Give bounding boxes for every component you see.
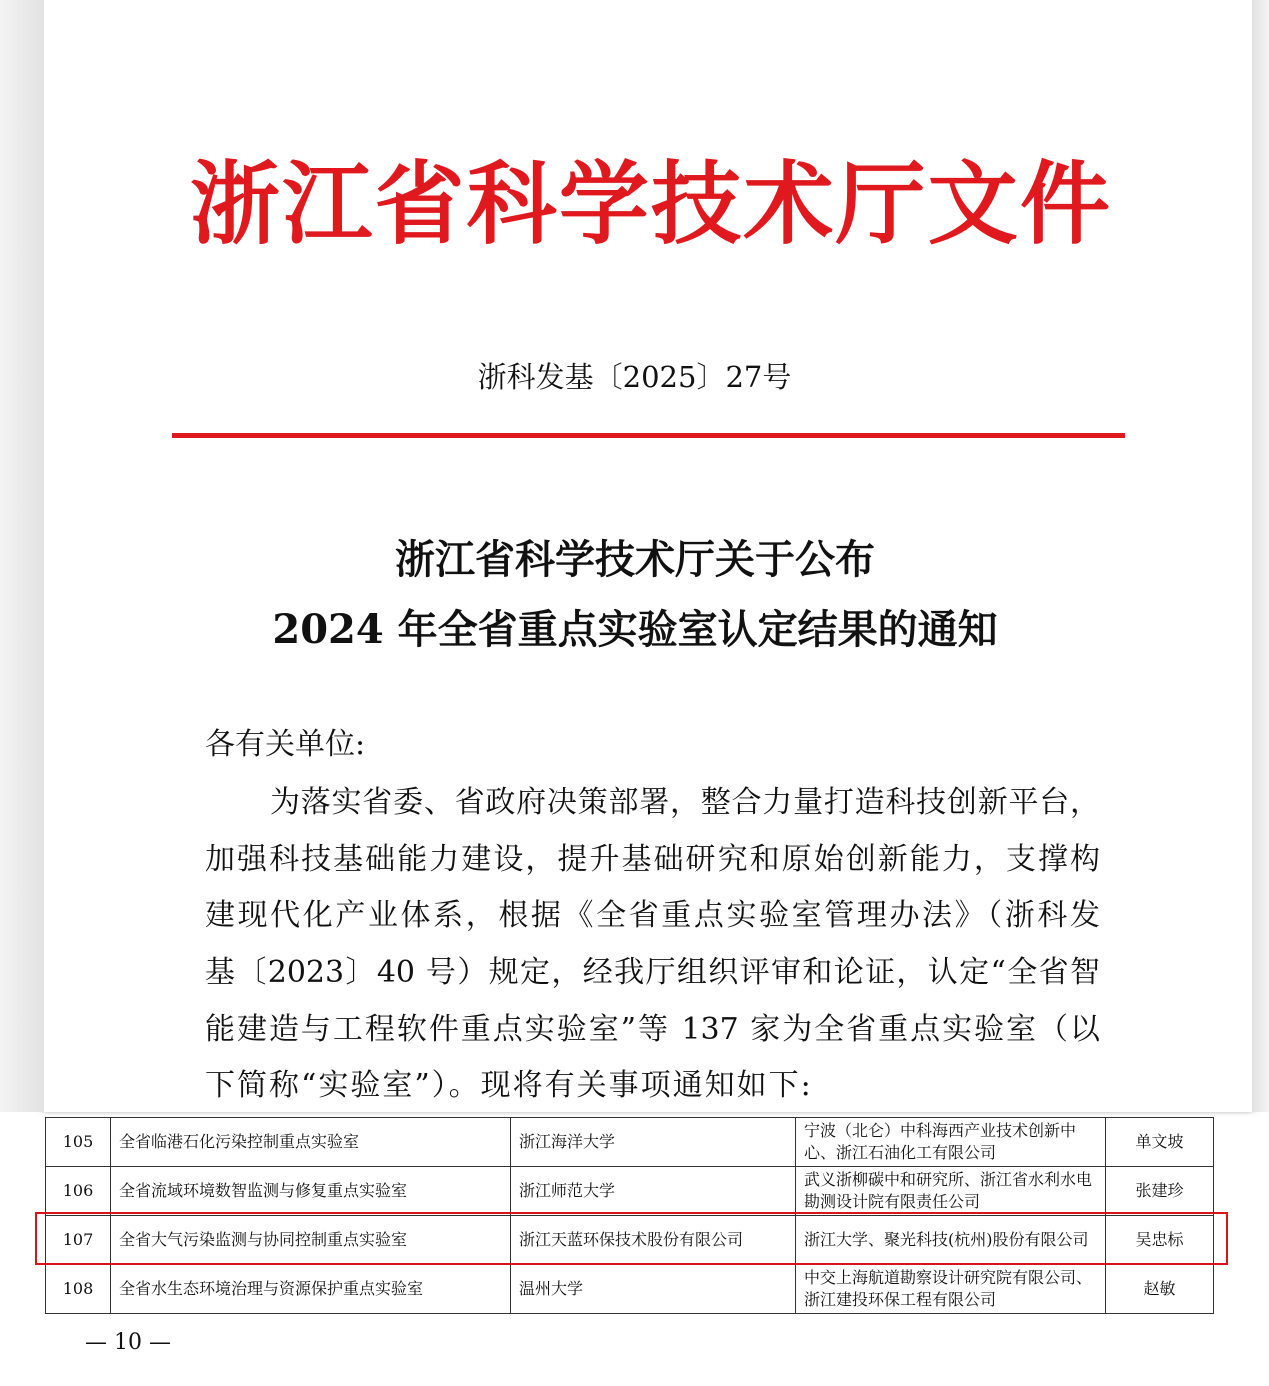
header-divider <box>172 433 1125 438</box>
host-unit: 温州大学 <box>511 1265 796 1314</box>
partner-units: 武义浙柳碳中和研究所、浙江省水利水电勘测设计院有限责任公司 <box>796 1167 1106 1216</box>
highlight-box <box>35 1212 1228 1265</box>
director: 单文坡 <box>1106 1118 1214 1167</box>
host-unit: 浙江天蓝环保技术股份有限公司 <box>511 1216 796 1265</box>
lab-name: 全省临港石化污染控制重点实验室 <box>111 1118 511 1167</box>
host-unit: 浙江师范大学 <box>511 1167 796 1216</box>
row-number: 107 <box>46 1216 111 1265</box>
partner-units: 中交上海航道勘察设计研究院有限公司、浙江建投环保工程有限公司 <box>796 1265 1106 1314</box>
body-line: 能建造与工程软件重点实验室”等 137 家为全省重点实验室（以 <box>205 1012 1100 1047</box>
partner-units: 宁波（北仑）中科海西产业技术创新中心、浙江石油化工有限公司 <box>796 1118 1106 1167</box>
director: 赵敏 <box>1106 1265 1214 1314</box>
lab-name: 全省大气污染监测与协同控制重点实验室 <box>111 1216 511 1265</box>
row-number: 106 <box>46 1167 111 1216</box>
table-row <box>46 1265 1214 1314</box>
host-unit: 浙江海洋大学 <box>511 1118 796 1167</box>
lab-name: 全省流域环境数智监测与修复重点实验室 <box>111 1167 511 1216</box>
table-row <box>46 1167 1214 1216</box>
notice-title-line2: 2024 年全省重点实验室认定结果的通知 <box>272 606 998 653</box>
document-number: 浙科发基〔2025〕27号 <box>477 360 792 394</box>
row-number: 105 <box>46 1118 111 1167</box>
director: 吴忠标 <box>1106 1216 1214 1265</box>
body-line: 加强科技基础能力建设，提升基础研究和原始创新能力，支撑构 <box>205 842 1100 877</box>
document-header-title: 浙江省科学技术厅文件 <box>190 152 1110 257</box>
page-number: — 10 — <box>85 1330 171 1355</box>
partner-units: 浙江大学、聚光科技(杭州)股份有限公司 <box>796 1216 1106 1265</box>
table-row <box>46 1118 1214 1167</box>
director: 张建珍 <box>1106 1167 1214 1216</box>
salutation: 各有关单位: <box>205 727 366 762</box>
notice-title-line1: 浙江省科学技术厅关于公布 <box>395 536 875 583</box>
body-line: 下简称“实验室”）。现将有关事项通知如下: <box>205 1068 813 1103</box>
lab-name: 全省水生态环境治理与资源保护重点实验室 <box>111 1265 511 1314</box>
body-line: 为落实省委、省政府决策部署，整合力量打造科技创新平台， <box>270 785 1100 820</box>
body-line: 基〔2023〕40 号）规定，经我厅组织评审和论证，认定“全省智 <box>205 955 1100 990</box>
body-line: 建现代化产业体系，根据《全省重点实验室管理办法》（浙科发 <box>205 898 1100 933</box>
row-number: 108 <box>46 1265 111 1314</box>
